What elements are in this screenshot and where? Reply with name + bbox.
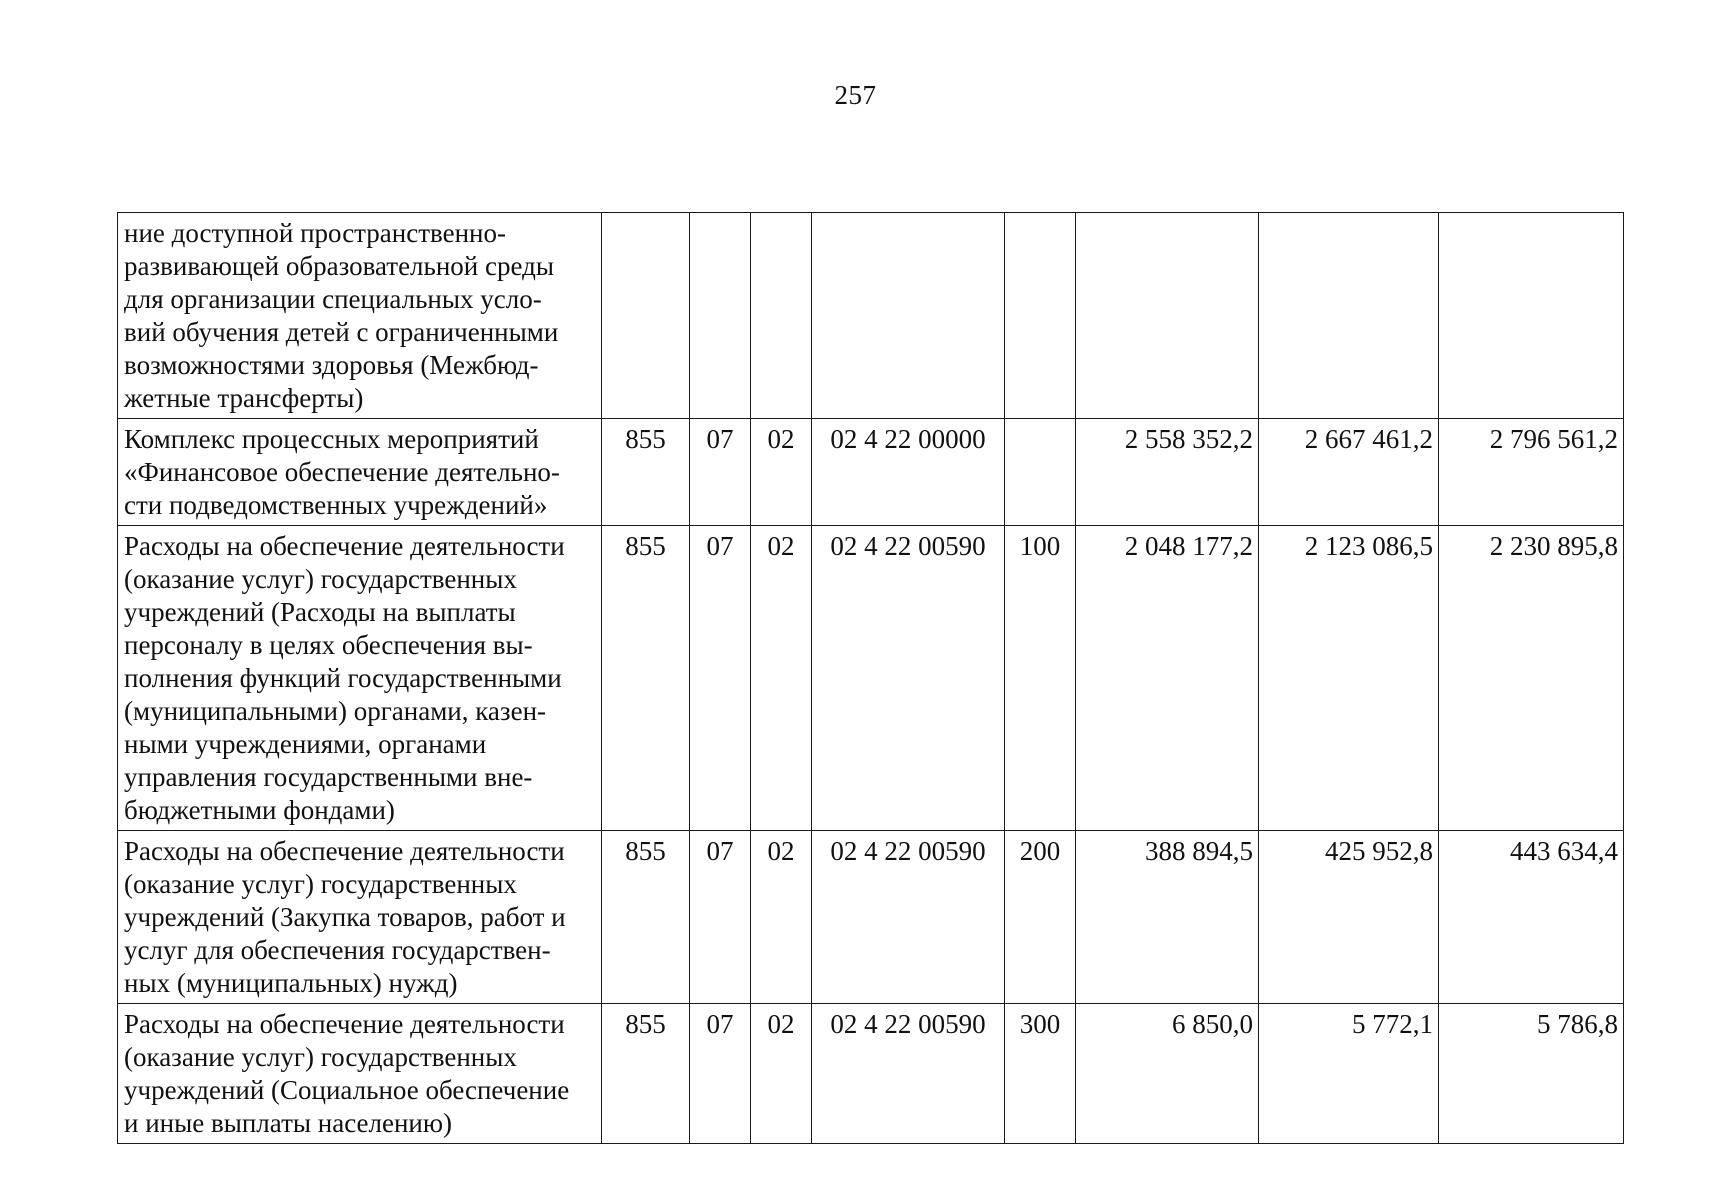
target-article-cell: 02 4 22 00590 — [812, 526, 1005, 831]
table-row — [118, 526, 1624, 831]
row-name-line: Комплекс процессных мероприятий — [124, 424, 539, 454]
row-name-cell — [118, 831, 602, 1004]
section-code-cell: 07 — [690, 1004, 751, 1144]
row-name-line: и иные выплаты населению) — [124, 1108, 453, 1138]
target-article-cell: 02 4 22 00000 — [812, 419, 1005, 526]
row-name-cell — [118, 419, 602, 526]
row-name-cell — [118, 1004, 602, 1144]
row-name-line: учреждений (Расходы на выплаты — [124, 597, 516, 627]
expense-type-cell: 300 — [1005, 1004, 1076, 1144]
amount-3-cell: 443 634,4 — [1439, 831, 1624, 1004]
row-name-cell — [118, 213, 602, 419]
target-article-cell — [812, 213, 1005, 419]
row-name-line: Расходы на обеспечение деятельности — [124, 836, 565, 866]
amount-3-cell: 2 796 561,2 — [1439, 419, 1624, 526]
amount-2-cell: 425 952,8 — [1259, 831, 1439, 1004]
target-article-cell: 02 4 22 00590 — [812, 1004, 1005, 1144]
amount-1-cell — [1076, 213, 1259, 419]
table-row — [118, 419, 1624, 526]
subsection-code-cell — [751, 213, 812, 419]
ministry-code-cell: 855 — [602, 831, 690, 1004]
row-name-line: (оказание услуг) государственных — [124, 564, 517, 594]
table-row — [118, 1004, 1624, 1144]
table-row — [118, 831, 1624, 1004]
subsection-code-cell: 02 — [751, 1004, 812, 1144]
row-name-line: бюджетными фондами) — [124, 795, 395, 825]
ministry-code-cell: 855 — [602, 419, 690, 526]
amount-3-cell: 5 786,8 — [1439, 1004, 1624, 1144]
row-name-line: для организации специальных усло- — [124, 284, 542, 314]
subsection-code-cell: 02 — [751, 419, 812, 526]
row-name-cell — [118, 526, 602, 831]
subsection-code-cell: 02 — [751, 526, 812, 831]
row-name-line: развивающей образовательной среды — [124, 251, 554, 281]
row-name-line: (оказание услуг) государственных — [124, 869, 517, 899]
row-name-line: управления государственными вне- — [124, 762, 533, 792]
row-name-line: Расходы на обеспечение деятельности — [124, 531, 565, 561]
row-name-line: полнения функций государственными — [124, 663, 562, 693]
row-name-line: ных (муниципальных) нужд) — [124, 968, 458, 998]
row-name-line: учреждений (Социальное обеспечение — [124, 1075, 570, 1105]
row-name-line: учреждений (Закупка товаров, работ и — [124, 902, 566, 932]
row-name-line: «Финансовое обеспечение деятельно- — [124, 457, 560, 487]
ministry-code-cell: 855 — [602, 526, 690, 831]
row-name-line: ние доступной пространственно- — [124, 218, 506, 248]
expense-type-cell — [1005, 213, 1076, 419]
budget-table — [117, 212, 1624, 1144]
section-code-cell: 07 — [690, 419, 751, 526]
table-body — [118, 213, 1624, 1144]
amount-1-cell: 2 048 177,2 — [1076, 526, 1259, 831]
expense-type-cell — [1005, 419, 1076, 526]
amount-1-cell: 388 894,5 — [1076, 831, 1259, 1004]
amount-1-cell: 6 850,0 — [1076, 1004, 1259, 1144]
expense-type-cell: 100 — [1005, 526, 1076, 831]
row-name-line: Расходы на обеспечение деятельности — [124, 1009, 565, 1039]
row-name-line: возможностями здоровья (Межбюд- — [124, 350, 539, 380]
amount-1-cell: 2 558 352,2 — [1076, 419, 1259, 526]
row-name-line: сти подведомственных учреждений» — [124, 490, 548, 520]
expense-type-cell: 200 — [1005, 831, 1076, 1004]
section-code-cell: 07 — [690, 526, 751, 831]
target-article-cell: 02 4 22 00590 — [812, 831, 1005, 1004]
row-name-line: жетные трансферты) — [124, 383, 364, 413]
amount-2-cell: 2 667 461,2 — [1259, 419, 1439, 526]
section-code-cell: 07 — [690, 831, 751, 1004]
amount-2-cell — [1259, 213, 1439, 419]
row-name-line: услуг для обеспечения государствен- — [124, 935, 551, 965]
amount-3-cell: 2 230 895,8 — [1439, 526, 1624, 831]
table-row — [118, 213, 1624, 419]
ministry-code-cell — [602, 213, 690, 419]
row-name-line: персоналу в целях обеспечения вы- — [124, 630, 533, 660]
subsection-code-cell: 02 — [751, 831, 812, 1004]
row-name-line: вий обучения детей с ограниченными — [124, 317, 559, 347]
amount-3-cell — [1439, 213, 1624, 419]
row-name-line: (оказание услуг) государственных — [124, 1042, 517, 1072]
ministry-code-cell: 855 — [602, 1004, 690, 1144]
section-code-cell — [690, 213, 751, 419]
amount-2-cell: 5 772,1 — [1259, 1004, 1439, 1144]
page-number: 257 — [834, 80, 877, 110]
row-name-line: (муниципальными) органами, казен- — [124, 696, 547, 726]
amount-2-cell: 2 123 086,5 — [1259, 526, 1439, 831]
row-name-line: ными учреждениями, органами — [124, 729, 487, 759]
